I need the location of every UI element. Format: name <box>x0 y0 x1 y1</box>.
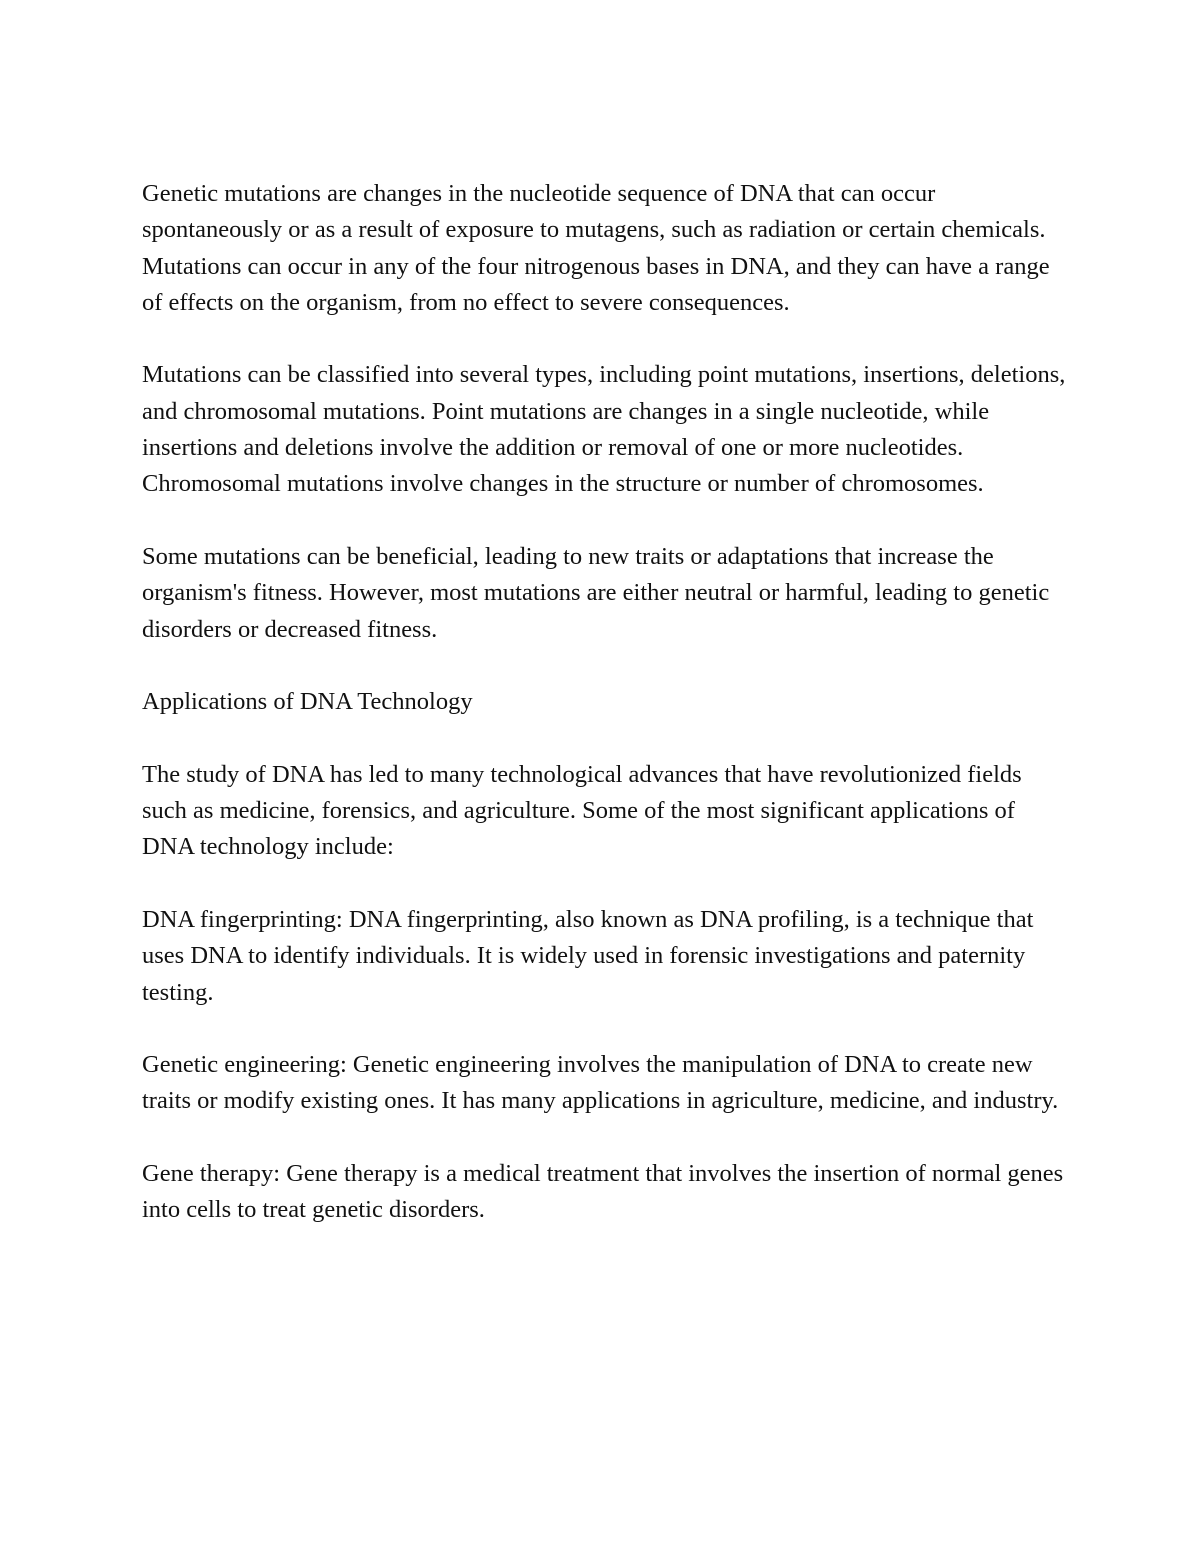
paragraph-gene-therapy: Gene therapy: Gene therapy is a medical treatment that involves the insertion of normal genes into cells to treat genetic disorders. <box>142 1160 1064 1224</box>
paragraph-dna-technology-intro: The study of DNA has led to many technological advances that have revolutionized fields such as medicine, forensics, and agriculture. Some of the most significant applications of DNA technology include: <box>142 760 1022 861</box>
document-body <box>142 176 1072 1265</box>
paragraph-genetic-mutations: Genetic mutations are changes in the nucleotide sequence of DNA that can occur spontaneously or as a result of exposure to mutagens, such as radiation or certain chemicals. Mutations can occur in any of the four nitrogenous bases in DNA, and they can have a range of effects on the organism, from no effect to severe consequences. <box>142 180 1050 316</box>
paragraph-mutation-effects: Some mutations can be beneficial, leading to new traits or adaptations that increase the organism's fitness. However, most mutations are either neutral or harmful, leading to genetic disorders or decreased fitness. <box>142 542 1050 643</box>
section-heading: Applications of DNA Technology <box>142 688 473 716</box>
paragraph-genetic-engineering: Genetic engineering: Genetic engineering involves the manipulation of DNA to create new traits or modify existing ones. It has many applications in agriculture, medicine, and industry. <box>142 1051 1059 1115</box>
paragraph-dna-fingerprinting: DNA fingerprinting: DNA fingerprinting, also known as DNA profiling, is a technique that uses DNA to identify individuals. It is widely used in forensic investigations and paternity testing. <box>142 905 1034 1006</box>
paragraph-mutation-types: Mutations can be classified into several types, including point mutations, insertions, deletions, and chromosomal mutations. Point mutations are changes in a single nucleotide, while insertions and deletions involve the addition or removal of one or more nucleotides. Chromosomal mutations involve changes in the structure or number of chromosomes. <box>142 361 1066 498</box>
